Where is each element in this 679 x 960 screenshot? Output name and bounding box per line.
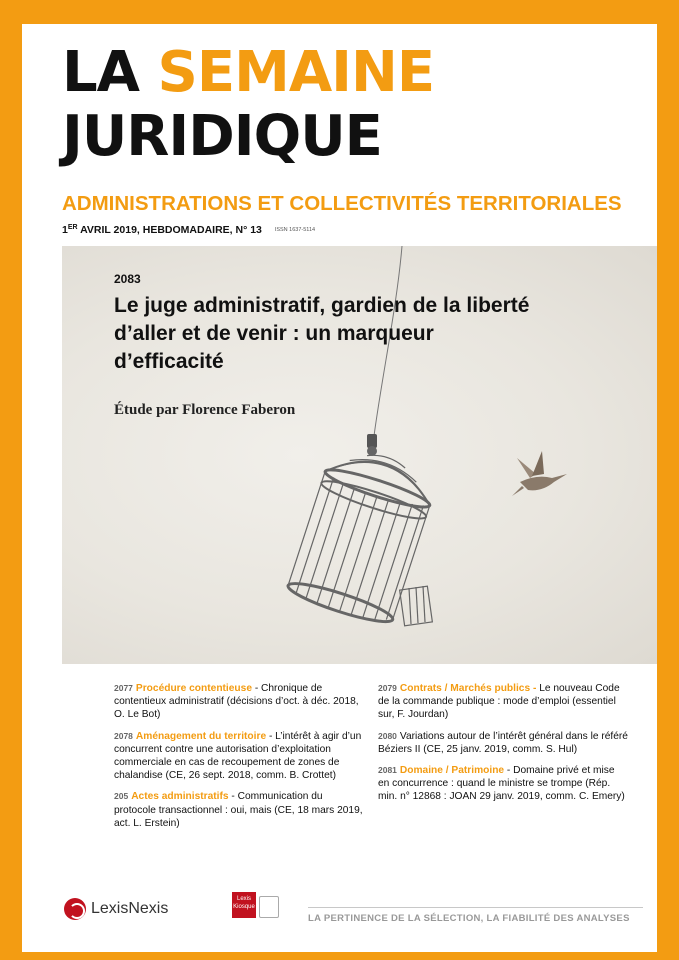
masthead-title-line1	[62, 40, 435, 105]
toc-number: 2078	[114, 730, 133, 741]
toc-entry[interactable]	[378, 730, 628, 756]
title-semaine: SEMAINE	[157, 40, 435, 105]
lexis-kiosque-logo	[232, 892, 279, 918]
issue-day-sup: ER	[67, 224, 78, 231]
feature-number: 2083	[114, 272, 141, 286]
devices-icon	[259, 896, 279, 918]
tagline: LA PERTINENCE DE LA SÉLECTION, LA FIABILITÉ DES ANALYSES	[308, 907, 643, 924]
toc-number: 2077	[114, 683, 133, 693]
cover-page	[22, 24, 657, 952]
cover-illustration	[62, 246, 657, 664]
toc-column-left	[114, 682, 364, 838]
toc-entry[interactable]	[378, 682, 628, 722]
publication-subtitle: ADMINISTRATIONS ET COLLECTIVITÉS TERRITORIALES	[62, 192, 622, 215]
toc-number: 2080	[378, 730, 397, 741]
kiosque-line2: Kiosque	[233, 904, 255, 910]
toc-category: Procédure contentieuse	[135, 683, 252, 694]
toc-number: 205	[114, 791, 129, 802]
toc-entry[interactable]	[378, 764, 628, 804]
toc-text: - Communication du protocole transactionnel : oui, mais (CE, 18 mars 2019, act. L. Erstein)	[114, 791, 363, 829]
issue-rest: AVRIL 2019, HEBDOMADAIRE, N° 13	[77, 224, 262, 236]
issue-day: 1	[62, 224, 68, 236]
lexisnexis-logo	[64, 898, 168, 920]
masthead-title-line2: JURIDIQUE	[62, 104, 382, 169]
toc-text: Le nouveau Code de la commande publique : mode d’emploi (essentiel sur, F. Jourdan)	[378, 683, 620, 721]
toc-category: Actes administratifs	[131, 791, 229, 803]
feature-author: Étude par Florence Faberon	[114, 402, 296, 418]
toc-column-right	[378, 682, 628, 812]
toc-category: Aménagement du territoire	[135, 730, 267, 742]
feature-title: Le juge administratif, gardien de la liberté d’aller et de venir : un marqueur d’efficacité	[114, 294, 530, 373]
toc-entry[interactable]	[114, 730, 364, 783]
toc-number: 2081	[378, 765, 397, 776]
toc-text: Variations autour de l’intérêt général dans le référé Béziers II (CE, 25 janv. 2019, comm. S. Hul)	[378, 730, 628, 755]
toc-number: 2079	[378, 683, 397, 693]
toc-text: - Chronique de contentieux administratif (décisions d’oct. à déc. 2018, O. Le Bot)	[114, 683, 359, 721]
toc-category: Domaine / Patrimoine	[399, 765, 505, 777]
issn: ISSN 1637-5114	[274, 227, 316, 234]
toc-entry[interactable]	[114, 790, 364, 830]
lexisnexis-mark-icon	[64, 898, 86, 920]
kiosque-line1: Lexis	[236, 896, 251, 902]
hummingbird-icon	[512, 451, 567, 496]
toc-text: - L’intérêt à agir d’un concurrent contre une autorisation d’exploitation commerciale en cas de recoupement de zones de chalandise (CE, 26 sept. 2018, comm. B. Crottet)	[114, 730, 362, 782]
toc-text: - Domaine privé et mise en concurrence : quand le ministre se trompe (Rép. min. n° 12868 : JOAN 29 janv. 2019, comm. C. Emery)	[378, 765, 625, 803]
toc-entry[interactable]	[114, 682, 364, 722]
issue-info	[62, 224, 315, 236]
kiosque-badge	[232, 892, 256, 918]
publisher-name: LexisNexis	[91, 900, 169, 917]
toc-category: Contrats / Marchés publics -	[399, 683, 537, 694]
title-la: LA	[62, 40, 140, 105]
